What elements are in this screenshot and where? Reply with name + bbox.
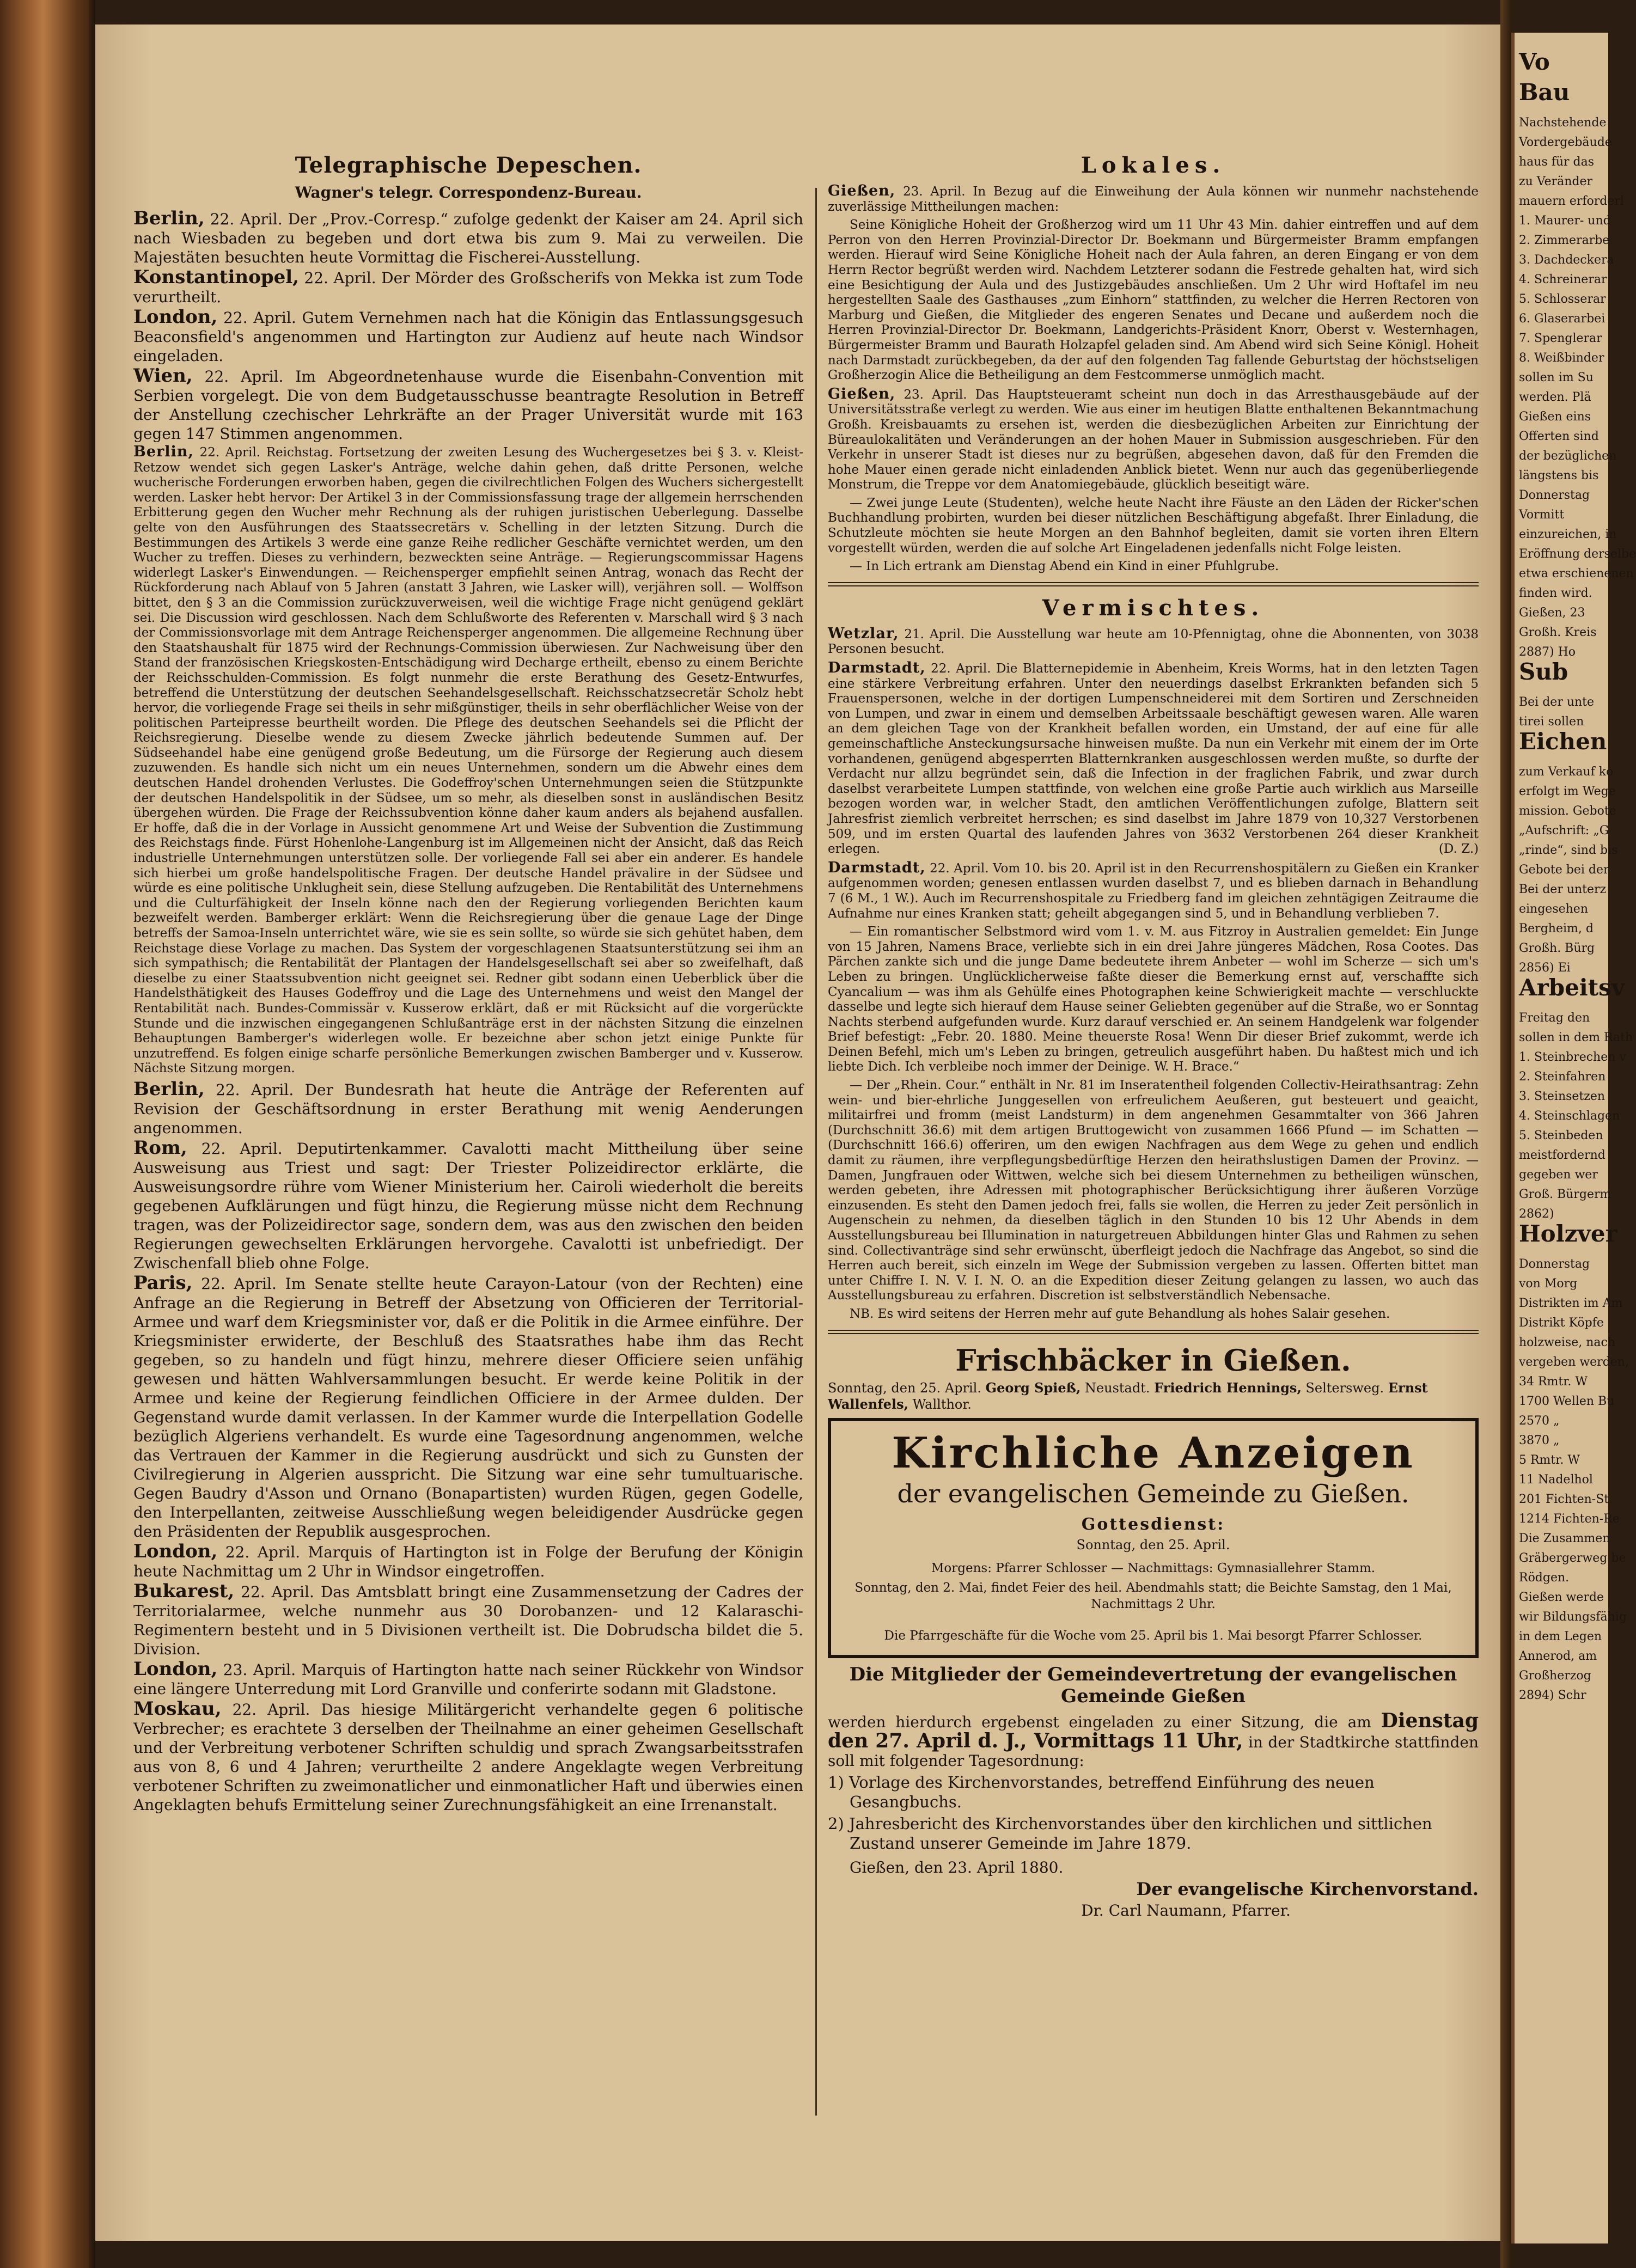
news-item <box>828 860 1479 921</box>
telegraphic-subtitle: Wagner's telegr. Correspondenz-Bureau. <box>295 184 642 201</box>
adjacent-text-fragment: Bei der unterz <box>1519 883 1607 896</box>
news-item <box>133 1697 803 1814</box>
news-item <box>828 496 1479 556</box>
column-local <box>828 152 1479 2216</box>
baker-name: Friedrich Hennings, <box>1154 1379 1302 1396</box>
item-text: 22. April. Im Abgeordnetenhause wurde die Eisenbahn-Convention mit Serbien vorgelegt. Die von dem Budgetausschusse beantragte Resolution in Betreff der Anstellung czechischer Lehrkräfte an der Prager Universität wurde mit 163 gegen 147 Stimmen angenommen. <box>133 368 803 443</box>
adjacent-text-fragment: Gießen werde <box>1519 1591 1604 1604</box>
item-text: 22. April. Deputirtenkammer. Cavalotti macht Mittheilung über seine Ausweisung aus Triest und sagt: Der Triester Polizeidirector erklärte, die Ausweisungsordre rühre vom Wiener Ministerium her. Cairoli wiederholt die bereits gegebenen Aufklärungen und fügt hinzu, die Regierung müsse nicht dem Rechnung tragen, was der Polizeidirector sage, sondern dem, was aus den zwischen den beiden Regierungen gewechselten Erklärungen hervorgehe. Cavalotti ist unbefriedigt. Der Zwischenfall blieb ohne Folge. <box>133 1139 803 1272</box>
adjacent-text-fragment: 2. Steinfahren <box>1519 1070 1606 1084</box>
news-item <box>133 1582 803 1659</box>
item-text: 23. April. Das Hauptsteueramt scheint nun doch in das Arresthausgebäude auf der Universitätsstraße verlegt zu werden. Wie aus einer im heutigen Blatte enthaltenen Bekanntmachung Großh. Kreisbauamts zu ersehen ist, werden die diesbezüglichen Arbeiten zur Einrichtung der Büreaulokalitäten und Veränderungen an der hohen Mauer in Submission ausgeschrieben. Für den Verkehr in unserer Stadt ist dieses nur zu begrüßen, abgesehen davon, daß für den Fremden die hohe Mauer einen gerade nicht einladenden Anblick bietet. Wenn nur auch das gegenüberliegende Monstrum, die Treppe vor dem Anatomiegebäude, glücklich beseitigt wäre. <box>828 387 1479 492</box>
adjacent-text-fragment: 8. Weißbinder <box>1519 351 1604 365</box>
adjacent-text-fragment: werden. Plä <box>1519 390 1591 404</box>
dateline: Gießen, <box>828 385 896 402</box>
adjacent-text-fragment: Groß. Bürgerm <box>1519 1188 1611 1201</box>
adjacent-text-fragment: 6. Glaserarbei <box>1519 312 1606 326</box>
section-divider <box>828 1330 1479 1334</box>
adjacent-text-fragment: erfolgt im Wege <box>1519 785 1616 798</box>
dateline: Berlin, <box>133 443 194 460</box>
adjacent-text-fragment: finden wird. <box>1519 586 1592 600</box>
adjacent-text-fragment: etwa erschienenen <box>1519 567 1634 580</box>
adjacent-text-fragment: 5. Steinbeden <box>1519 1129 1603 1142</box>
news-item <box>828 387 1479 493</box>
adjacent-text-fragment: „Aufschrift: „G <box>1519 824 1609 837</box>
adjacent-text-fragment: einzureichen, in <box>1519 528 1617 541</box>
adjacent-page-fragment <box>1511 33 1636 2243</box>
news-item <box>828 218 1479 383</box>
dateline: London, <box>133 1658 218 1680</box>
dateline: Wetzlar, <box>828 625 899 642</box>
adjacent-text-fragment: Freitag den <box>1519 1011 1590 1025</box>
adjacent-text-fragment: Großh. Kreis <box>1519 626 1597 639</box>
agenda-item: 2) Jahresbericht des Kirchenvorstandes über den kirchlichen und sittlichen Zustand unserer Gemeinde im Jahre 1879. <box>828 1814 1432 1853</box>
news-item <box>828 661 1479 857</box>
news-item <box>828 184 1479 215</box>
adjacent-text-fragment: Großh. Bürg <box>1519 942 1595 955</box>
dateline: Gießen, <box>828 182 896 199</box>
news-item <box>133 268 803 307</box>
service-line: Morgens: Pfarrer Schlosser — Nachmittags: Gymnasiallehrer Stamm. <box>931 1561 1376 1575</box>
adjacent-text-fragment: 201 Fichten-St <box>1519 1493 1609 1506</box>
book-binding <box>0 0 95 2268</box>
page-gutter <box>1500 0 1511 2268</box>
adjacent-text-fragment: Sub <box>1519 658 1568 685</box>
dateline: London, <box>133 1540 218 1562</box>
adjacent-text-fragment: 1700 Wellen Bu <box>1519 1395 1615 1408</box>
item-text: 22. April. Der Mörder des Großscherifs von Mekka ist zum Tode verurtheilt. <box>133 269 803 306</box>
item-text: — Der „Rhein. Cour.“ enthält in Nr. 81 im Inseratentheil folgenden Collectiv-Heirathsantrag: Zehn wein- und bier-ehrliche Junggesellen von erfreulichem Aeußeren, gut besteuert und geaicht, militairfrei und fromm (meist Landsturm) in dem angenehmen Gesammtalter von 366 Jahren (Durchschnitt 36.6) mit dem artigen Bruttogewicht von zusammen 1666 Pfund — im Schatten — (Durchschnitt 166.6) offeriren, um den ewigen Nachfragen aus dem Wege zu gehen und endlich damit zu räumen, ihre verpflegungsbedürftige Herzen den heirathslustigen Damen der Provinz. — Damen, Jungfrauen oder Wittwen, welche sich bei diesem Unternehmen zu betheiligen wünschen, werden gebeten, ihre Adressen mit photographischer Berücksichtigung ihrer äußeren Vorzüge einzusenden. Es steht den Damen jedoch frei, falls sie wollen, die Herren zu jeder Zeit persönlich in Augenschein zu nehmen, da dieselben täglich in den Stunden 10 bis 12 Uhr Abends in dem Ausstellungsbureau bei Illumination in naturgetreuen Abbildungen hinter Glas und Rahmen zu sehen sind. Collectivanträge sind sehr erwünscht, überfleigt jedoch die Nachfrage das Angebot, so sind die Herren auch bereit, sich einzeln im Wege der Submission vergeben zu lassen. Offerten bittet man unter Chiffre I. N. V. I. N. O. an die Expedition dieser Zeitung gelangen zu lassen, wo auch das Ausstellungsbureau zu erfahren. Discretion ist selbstverständlich Nebensache. <box>828 1078 1479 1303</box>
adjacent-text-fragment: Donnerstag <box>1519 488 1590 502</box>
item-text: 23. April. In Bezug auf die Einweihung der Aula können wir nunmehr nachstehende zuverlässige Mittheilungen machen: <box>828 185 1479 214</box>
service-heading: Gottesdienst: <box>1081 1514 1225 1534</box>
item-text: NB. Es wird seitens der Herren mehr auf gute Behandlung als hohes Salair gesehen. <box>850 1306 1390 1321</box>
item-text: 22. April. Das Amtsblatt bringt eine Zusammensetzung der Cadres der Territorialarmee, welche nunmehr aus 30 Dorobanzen- und 12 Kalaraschi-Regimentern besteht und in 5 Divisionen vertheilt ist. Die Dobrudscha bildet die 5. Division. <box>133 1582 803 1658</box>
adjacent-text-fragment: sollen in dem Rath <box>1519 1031 1633 1044</box>
news-item <box>133 308 803 365</box>
assembly-notice-body: werden hierdurch ergebenst eingeladen zu einer Sitzung, die am Dienstag den 27. April d. J., Vormittags 11 Uhr, in der Stadtkirche stattfinden soll mit folgender Tagesordnung: <box>828 1709 1479 1770</box>
news-item <box>828 559 1479 574</box>
adjacent-text-fragment: 4. Steinschlagen <box>1519 1109 1620 1123</box>
adjacent-text-fragment: mauern erforderl <box>1519 194 1624 208</box>
adjacent-text-fragment: Gießen, 23 <box>1519 606 1585 620</box>
adjacent-text-fragment: Gießen eins <box>1519 410 1591 424</box>
dateline: Paris, <box>133 1271 193 1294</box>
adjacent-text-fragment: 11 Nadelhol <box>1519 1473 1593 1487</box>
notice-date: Gießen, den 23. April 1880. <box>850 1858 1064 1876</box>
church-notice-box <box>828 1418 1479 1658</box>
adjacent-text-fragment: 5 Rmtr. W <box>1519 1453 1580 1467</box>
adjacent-text-fragment: längstens bis <box>1519 469 1599 482</box>
item-text: — In Lich ertrank am Dienstag Abend ein Kind in einer Pfuhlgrube. <box>850 559 1279 574</box>
item-text: 22. April. Das hiesige Militärgericht verhandelte gegen 6 politische Verbrecher; es erachtete 3 derselben der Theilnahme an einer geheimen Gesellschaft und der Verbreitung verbotener Schriften schuldig und sprach Zwangsarbeitsstrafen aus von 8, 6 und 4 Jahren; verurtheilte 2 andere Angeklagte wegen Verbreitung verbotener Schriften zu zweimonatlicher und einmonatlicher Haft und überwies einen Angeklagten behufs Ermittelung seiner Zurechnungsfähigkeit an eine Irrenanstalt. <box>133 1700 803 1814</box>
dateline: Wien, <box>133 365 193 387</box>
dateline: Darmstadt, <box>828 859 926 876</box>
report-text: 22. April. Reichstag. Fortsetzung der zweiten Lesung des Wuchergesetzes bei § 3. v. Kleist-Retzow wendet sich gegen Lasker's Anträge, welche dahin gehen, daß dritte Personen, welche wucherische Forderungen erworben haben, gegen die civilrechtlichen Folgen des Wuchers sichergestellt werden. Lasker hebt hervor: Der Artikel 3 in der Commissionsfassung trage der allgemein herrschenden Erbitterung gegen den Wucher mehr Rechnung als der ruhigen juristischen Ueberlegung. Dasselbe gelte von den Ausführungen des Staatssecretärs v. Schelling in der letzten Sitzung. Durch die Bestimmungen des Artikels 3 werde eine ganze Reihe redlicher Geschäfte vernichtet werden, um den Wucher zu treffen. Dieses zu verhindern, bezweckten seine Anträge. — Regierungscommissar Hagens widerlegt Lasker's Einwendungen. — Reichensperger empfiehlt seinen Antrag, wonach das Recht der Rückforderung nach Ablauf von 5 Jahren (anstatt 3 Jahren, wie Lasker will), verjähren soll. — Wolffson bittet, den § 3 an die Commission zurückzuverweisen, weil die wichtige Frage nicht genügend geklärt sei. Die Discussion wird geschlossen. Nach dem Schlußworte des Referenten v. Marschall wird § 3 nach der Commissionsvorlage mit dem Antrage Reichensperger angenommen. Die allgemeine Rechnung über den Staatshaushalt für 1875 wird der Rechnungs-Commission überwiesen. Zur Nachweisung über den Stand der französischen Kriegskosten-Entschädigung wird Decharge ertheilt, ebenso zu einem Berichte der Reichsschulden-Commission. Es folgt nunmehr die erste Berathung des Gesetz-Entwurfes, betreffend die Unterstützung der deutschen Seehandelsgesellschaft. Reichsschatzsecretär Scholz hebt hervor, die vorliegende Frage sei theils in sehr mißgünstiger, theils in sehr oberflächlicher Weise von der politischen Parteipresse beurtheilt worden. Die Pflege des deutschen Seehandels sei die Pflicht der Reichsregierung. Dieselbe wende zu diesem Zwecke jährlich bedeutende Summen auf. Der Südseehandel habe eine genügend große Bedeutung, um die Fürsorge der Regierung auch diesem zuzuwenden. Es handle sich nicht um ein neues Unternehmen, sondern um die Abwehr eines dem deutschen Handel drohenden Verlustes. Die Godeffroy'schen Unternehmungen seien die Stützpunkte der deutschen Handelspolitik in der Südsee, um so mehr, als dieselben sonst in ausländischen Besitz übergehen würden. Die Frage der Reichssubvention könne daher kaum anders als bejahend ausfallen. Er hoffe, daß die in der Vorlage in Aussicht genommene Art und Weise der Subvention die Zustimmung des Reichstags finde. Fürst Hohenlohe-Langenburg ist im Allgemeinen nicht der Ansicht, daß das Reich industrielle Unternehmungen unterstützen solle. Der vorliegende Fall sei aber ein anderer. Es handele sich hierbei um große handelspolitische Fragen. Der deutsche Handel prävalire in der Südsee und würde es eine politische Unklugheit sein, diese Stellung aufzugeben. Die Rentabilität des Unternehmens und die Culturfähigkeit der Inseln könne nach den der Regierung vorliegenden Berichten kaum bezweifelt werden. Bamberger erklärt: Wenn die Reichsregierung über die genaue Lage der Dinge betreffs der Samoa-Inseln unterrichtet wäre, wie sie es sein sollte, so würde sie sich gehütet haben, dem Reichstage diese Vorlage zu machen. Das System der vorgeschlagenen Staatsunterstützung sei ihm an sich sympathisch; die Rentabilität der Plantagen der Handelsgesellschaft sei aber so zweifelhaft, daß dieselbe zu einer Staatssubvention nicht geeignet sei. Redner gibt sodann einen Ueberblick über die Handelsthätigkeit des Hauses Godeffroy und die Lage des Unternehmens und weist den Mangel der Rentabilität nach. Bundes-Commissär v. Kusserow erklärt, daß er mit Rücksicht auf die vorgerückte Stunde und die inzwischen eingegangenen Schlußanträge erst in der nächsten Sitzung die einzelnen Behauptungen Bamberger's widerlegen wolle. Er bezeichne aber schon jetzt einige Punkte für unzutreffend. Es folgen einige scharfe persönliche Bemerkungen zwischen Bamberger und v. Kusserow. Nächste Sitzung morgen. <box>133 445 803 1076</box>
lokales-title: Lokales. <box>1081 152 1226 178</box>
item-text: 22. April. Marquis of Hartington ist in Folge der Berufung der Königin heute Nachmittag um 2 Uhr in Windsor eingetroffen. <box>133 1543 803 1580</box>
adjacent-text-fragment: Distrikt Köpfe <box>1519 1316 1604 1330</box>
dateline: London, <box>133 306 218 328</box>
service-date: Sonntag, den 25. April. <box>1076 1537 1230 1552</box>
church-notice-subtitle: der evangelischen Gemeinde zu Gießen. <box>897 1478 1409 1508</box>
adjacent-text-fragment: 3870 „ <box>1519 1434 1560 1447</box>
news-item <box>133 1271 803 1541</box>
adjacent-text-fragment: Nachstehende <box>1519 116 1607 130</box>
adjacent-text-fragment: 2887) Ho <box>1519 645 1576 659</box>
adjacent-text-fragment: 2862) <box>1519 1207 1554 1221</box>
item-text: 23. April. Marquis of Hartington hatte nach seiner Rückkehr von Windsor eine längere Unterredung mit Lord Granville und conferirte sodann mit Gladstone. <box>133 1660 803 1698</box>
frischbaecker-title: Frischbäcker in Gießen. <box>955 1342 1351 1378</box>
adjacent-text-fragment: Eröffnung derselbe <box>1519 547 1636 561</box>
adjacent-text-fragment: Vormitt <box>1519 508 1565 522</box>
adjacent-text-fragment: 7. Spenglerar <box>1519 332 1602 345</box>
adjacent-text-fragment: Annerod, am <box>1519 1649 1597 1663</box>
item-text: 22. April. Im Senate stellte heute Carayon-Latour (von der Rechten) eine Anfrage an die Regierung in Betreff der Absetzung von Officieren der Territorial-Armee und warf dem Kriegsminister vor, daß er die Politik in die Armee einführe. Der Kriegsminister erwiderte, der Beschluß des Staatsrathes habe ihm das Recht gegeben, so zu handeln und fügt hinzu, mehrere dieser Officiere seien unfähig gewesen und hätten Wahlversammlungen besucht. Er werde keine Politik in der Armee und keine der Regierung feindlichen Officiere in der Armee dulden. Der Gegenstand wurde damit verlassen. In der Kammer wurde die Interpellation Godelle bezüglich Algeriens verhandelt. Es wurde eine Tagesordnung angenommen, welche das Vertrauen der Kammer in die Regierung ausdrückt und sich zu Gunsten der Civilregierung in Algerien ausspricht. Die Sitzung war eine sehr tumultuarische. Gegen Baudry d'Asson und Ornano (Bonapartisten) wurden Rügen, gegen Godelle, den Interpellanten, zeitweise Ausschließung wegen beleidigender Ausdrücke gegen den Präsidenten der Republik ausgesprochen. <box>133 1274 803 1540</box>
telegraphic-title: Telegraphische Depeschen. <box>295 152 642 178</box>
adjacent-text-fragment: 3. Steinsetzen <box>1519 1090 1606 1103</box>
adjacent-text-fragment: Bei der unte <box>1519 695 1595 709</box>
news-item <box>133 366 803 443</box>
item-text: 22. April. Der Bundesrath hat heute die Anträge der Referenten auf Revision der Geschäftsordnung in erster Berathung mit wenig Aenderungen angenommen. <box>133 1080 803 1137</box>
newspaper-page <box>95 25 1500 2241</box>
item-text: 22. April. Der „Prov.-Corresp.“ zufolge gedenkt der Kaiser am 24. April sich nach Wiesbaden zu begeben und dort etwa bis zum 9. Mai zu verweilen. Die Majestäten besuchten heute Vormittag die Fischerei-Ausstellung. <box>133 210 803 266</box>
adjacent-text-fragment: 3. Dachdeckera <box>1519 253 1614 267</box>
agenda-item: 1) Vorlage des Kirchenvorstandes, betreffend Einführung des neuen Gesangbuchs. <box>828 1772 1375 1811</box>
item-text: — Zwei junge Leute (Studenten), welche heute Nacht ihre Fäuste an den Läden der Ricker'schen Buchhandlung probirten, wurden bei dieser nützlichen Beschäftigung abgefaßt. Ihrer Einladung, die Schutzleute möchten sie heute Morgen an den Bahnhof begleiten, damit sie vorten ihren Eltern vorgestellt würden, werden die auf solche Art Eingeladenen jedenfalls nicht Folge leisten. <box>828 496 1479 555</box>
communion-line: Sonntag, den 2. Mai, findet Feier des heil. Abendmahls statt; die Beichte Samstag, den 1 Mai, Nachmittags 2 Uhr. <box>854 1580 1452 1611</box>
adjacent-text-fragment: 1. Maurer- und <box>1519 214 1611 228</box>
item-text: — Ein romantischer Selbstmord wird vom 1. v. M. aus Fitzroy in Australien gemeldet: Ein Junge von 15 Jahren, Namens Brace, verliebte sich in ein drei Jahre jüngeres Mädchen, Rosa Cootes. Das Pärchen zankte sich und die junge Dame bedeutete ihrem Anbeter — wohl im Scherze — sich um's Leben zu bringen. Unglücklicherweise faßte dieser die Bemerkung ernst auf, verschaffte sich Cyancalium — was ihm als Gehülfe eines Photographen keine Schwierigkeit machte — verschluckte dasselbe und legte sich hierauf dem Hause seiner Geliebten gegenüber auf die Straße, wo er Sonntag Nachts sterbend aufgefunden wurde. Kurz darauf verschied er. An seinem Handgelenk war folgender Brief befestigt: „Febr. 20. 1880. Meine theuerste Rosa! Wenn Dir dieser Brief zukommt, werde ich Deinen Befehl, mich um's Leben zu bringen, getreulich ausgeführt haben. Du haßtest mich und ich liebte Dich. Ich verbleibe noch immer der Deinige. W. H. Brace.“ <box>828 925 1479 1074</box>
dateline: Bukarest, <box>133 1580 235 1602</box>
church-notice-title: Kirchliche Anzeigen <box>892 1428 1415 1478</box>
telegraphic-items-2 <box>133 1080 803 1814</box>
adjacent-text-fragment: 2856) Ei <box>1519 961 1571 975</box>
news-item <box>133 1660 803 1698</box>
column-divider <box>815 188 817 2116</box>
adjacent-text-fragment: 2570 „ <box>1519 1414 1560 1428</box>
source-signature: (D. Z.) <box>1438 842 1479 857</box>
telegraphic-items <box>133 209 803 443</box>
adjacent-text-fragment: sollen im Su <box>1519 371 1594 384</box>
adjacent-text-fragment: „rinde“, sind bis <box>1519 843 1618 857</box>
notice-signature: Der evangelische Kirchenvorstand. <box>1136 1878 1479 1899</box>
adjacent-text-fragment: Die Zusammen <box>1519 1532 1610 1545</box>
adjacent-text-fragment: Bau <box>1519 79 1570 106</box>
reichstag-report <box>133 444 803 1077</box>
news-item <box>133 209 803 267</box>
adjacent-text-fragment: Arbeitsv <box>1519 974 1625 1001</box>
item-text: 22. April. Vom 10. bis 20. April ist in den Recurrenshospitälern zu Gießen ein Kranker aufgenommen worden; genesen entlassen wurden daselbst 7, und es blieben darnach in Behandlung 7 (6 M., 1 W.). Auch im Recurrenshospitale zu Friedberg fand im gleichen zehntägigen Zeitraume die Aufnahme nur eines Kranken statt; geheilt abgegangen sind 5, und in Behandlung verblieben 7. <box>828 861 1479 921</box>
adjacent-text-fragment: zu Veränder <box>1519 175 1593 188</box>
adjacent-text-fragment: 34 Rmtr. W <box>1519 1375 1588 1389</box>
news-item <box>133 1136 803 1273</box>
adjacent-text-fragment: Eichen <box>1519 728 1607 755</box>
baker-name: Georg Spieß, <box>985 1379 1081 1396</box>
adjacent-text-fragment: 1214 Fichten-Re <box>1519 1512 1620 1526</box>
adjacent-text-fragment: 1. Steinbrechen v <box>1519 1050 1626 1064</box>
adjacent-text-fragment: vergeben werden, <box>1519 1355 1629 1369</box>
adjacent-text-fragment: 2. Zimmerarbe <box>1519 234 1610 247</box>
news-item <box>828 626 1479 657</box>
news-item <box>828 1078 1479 1304</box>
adjacent-text-fragment: Gräbergerweg be <box>1519 1551 1626 1565</box>
dateline: Rom, <box>133 1136 187 1159</box>
vermischtes-title: Vermischtes. <box>1042 595 1265 621</box>
notice-signature-name: Dr. Carl Naumann, Pfarrer. <box>1081 1901 1291 1919</box>
adjacent-text-fragment: der bezüglichen <box>1519 449 1617 463</box>
adjacent-text-fragment: mission. Gebote <box>1519 804 1616 818</box>
adjacent-text-fragment: gegeben wer <box>1519 1168 1598 1182</box>
dateline: Moskau, <box>133 1697 222 1720</box>
adjacent-text-fragment: haus für das <box>1519 155 1595 169</box>
adjacent-text-fragment: 5. Schlosserar <box>1519 292 1606 306</box>
dateline: Konstantinopel, <box>133 266 299 288</box>
item-text: 22. April. Die Blatternepidemie in Abenheim, Kreis Worms, hat in den letzten Tagen eine stärkere Verbreitung erfahren. Unter den neuerdings daselbst Erkrankten befanden sich 5 Frauenspersonen, welche in der dortigen Lumpenschneiderei mit dem Sortiren und Zerschneiden von Lumpen, und zwar in einem und demselben Arbeitssaale beschäftigt gewesen waren. Alle waren an dem gleichen Tage von der Krankheit befallen worden, ein Umstand, der auf eine für alle gemeinschaftliche Ansteckungsursache hinweisen mußte. Da nun ein Verkehr mit einem der im Orte vorhandenen, genügend abgesperrten Blatternkranken ausgeschlossen werden mußte, so durfte der Verdacht nur allzu begründet sein, daß die Infection in der fraglichen Fabrik, und zwar durch daselbst verarbeitete Lumpen stattfinde, von welchen eine große Partie auch wirklich aus Marseille bezogen worden war, in welcher Stadt, den amtlichen Veröffentlichungen zufolge, Blattern seit Jahresfrist ziemlich verbreitet herrschen; es sind daselbst im Jahre 1879 von 10,327 Verstorbenen 509, und im ersten Quartal des laufenden Jahres von 3632 Verstorbenen 264 dieser Krankheit erlegen. <box>828 662 1479 857</box>
baker-name: Ernst Wallenfels, <box>828 1379 1428 1412</box>
adjacent-text-fragment: 2894) Schr <box>1519 1689 1586 1702</box>
adjacent-text-fragment: von Morg <box>1519 1277 1578 1291</box>
news-item <box>828 1307 1479 1322</box>
frischbaecker-list: Sonntag, den 25. April. Georg Spieß, Neustadt. Friedrich Hennings, Seltersweg. Ernst Wallenfels, Wallthor. <box>828 1379 1428 1412</box>
item-text: 21. April. Die Ausstellung war heute am 10-Pfennigtag, ohne die Abonnenten, von 3038 Personen besucht. <box>828 627 1479 657</box>
adjacent-text-fragment: holzweise, nach <box>1519 1336 1615 1349</box>
lokales-items <box>828 184 1479 574</box>
adjacent-text-fragment: Donnerstag <box>1519 1257 1590 1271</box>
parish-duty-line: Die Pfarrgeschäfte für die Woche vom 25. April bis 1. Mai besorgt Pfarrer Schlosser. <box>884 1628 1423 1643</box>
adjacent-text-fragment: eingesehen <box>1519 902 1588 916</box>
adjacent-text-fragment: Großherzog <box>1519 1669 1591 1683</box>
adjacent-text-fragment: Rödgen. <box>1519 1571 1570 1585</box>
vermischtes-items <box>828 626 1479 1322</box>
adjacent-text-fragment: in dem Legen <box>1519 1630 1602 1643</box>
adjacent-text-fragment: meistfordernd <box>1519 1148 1606 1162</box>
adjacent-text-fragment: Offerten sind <box>1519 430 1599 443</box>
dateline: Berlin, <box>133 1078 205 1100</box>
adjacent-text-fragment: Bergheim, d <box>1519 922 1594 936</box>
dateline: Darmstadt, <box>828 659 926 677</box>
adjacent-text-fragment: wir Bildungsfähig <box>1519 1610 1627 1624</box>
news-item <box>133 1542 803 1581</box>
assembly-notice-title: Die Mitglieder der Gemeindevertretung der evangelischen Gemeinde Gießen <box>849 1663 1457 1707</box>
column-telegraphic <box>133 152 803 2216</box>
adjacent-text-fragment: 4. Schreinerar <box>1519 273 1607 286</box>
news-item <box>133 1080 803 1138</box>
adjacent-text-fragment: zum Verkauf ko <box>1519 765 1614 779</box>
assembly-date: Dienstag den 27. April d. J., Vormittags 11 Uhr, <box>828 1709 1479 1752</box>
dateline: Berlin, <box>133 207 205 229</box>
adjacent-text-fragment: Distrikten im Am <box>1519 1297 1623 1310</box>
adjacent-text-fragment: Vo <box>1519 48 1550 75</box>
adjacent-text-fragment: Gebote bei der <box>1519 863 1609 877</box>
item-text: Seine Königliche Hoheit der Großherzog wird um 11 Uhr 43 Min. dahier eintreffen und auf dem Perron von den Herren Provinzial-Director Dr. Boekmann und Bürgermeister Bramm empfangen werden. Hierauf wird Seine Königliche Hoheit nach der Aula fahren, an deren Eingang er von dem Herrn Rector begrüßt werden wird. Nachdem Letzterer sodann die Festrede gehalten hat, wird sich eine Besichtigung der Aula und des Justizgebäudes anschließen. Um 2 Uhr wird Hoftafel im neu hergestellten Saale des Gasthauses „zum Einhorn“ stattfinden, zu welcher die Herren Rectoren von Marburg und Gießen, die Mitglieder des engeren Senates und Decane und außerdem noch die Herren Provinzial-Director Dr. Boekmann, Landgerichts-Präsident Knorr, Oberst v. Westernhagen, Bürgermeister Bramm und Baurath Holzapfel geladen sind. Am Abend wird sich Seine Königl. Hoheit nach Darmstadt zurückbegeben, da der auf den folgenden Tag fallende Geburtstag der höchstseligen Großherzogin Alice die Betheiligung an dem Festcommerse unmöglich macht. <box>828 218 1479 383</box>
adjacent-text-fragment: Vordergebäude <box>1519 136 1612 149</box>
adjacent-text-fragment: tirei sollen <box>1519 715 1584 729</box>
adjacent-text-fragment: Holzver <box>1519 1220 1617 1247</box>
item-text: 22. April. Gutem Vernehmen nach hat die Königin das Entlassungsgesuch Beaconsfield's angenommen und Hartington zur Audienz auf heute nach Windsor eingeladen. <box>133 309 803 365</box>
section-divider <box>828 582 1479 586</box>
news-item <box>828 925 1479 1075</box>
